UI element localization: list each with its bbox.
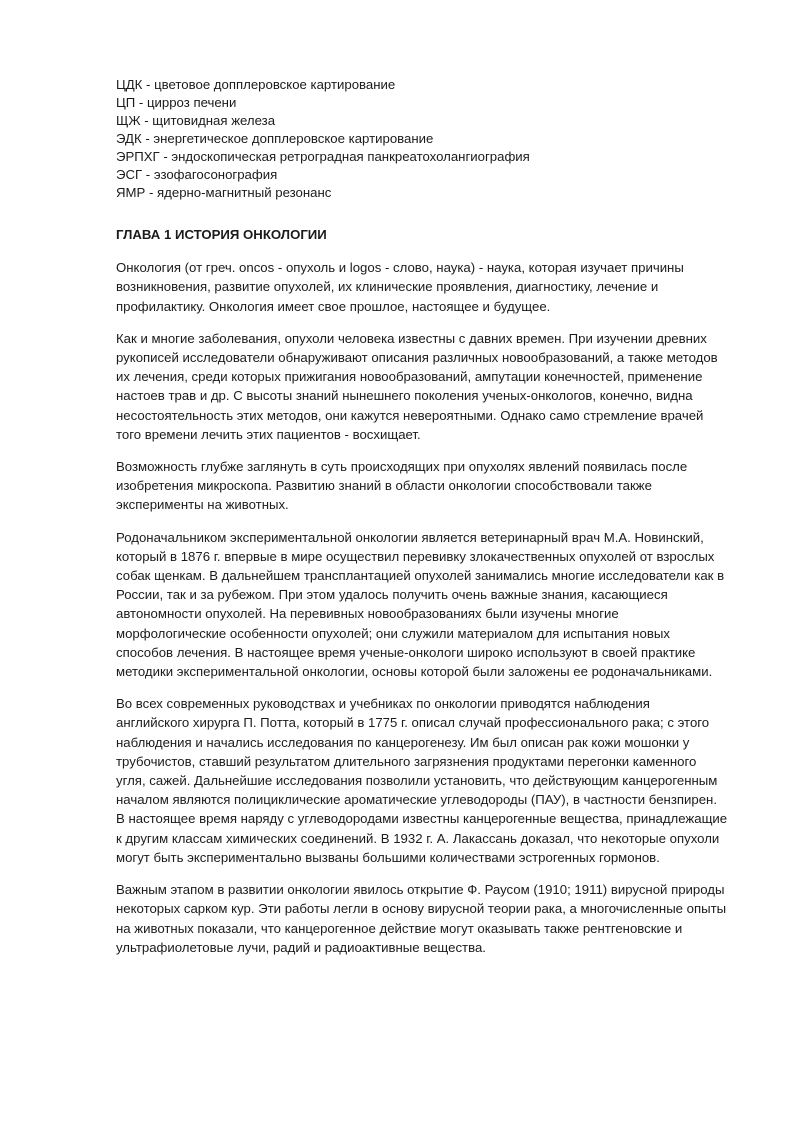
text-line: английского хирурга П. Потта, который в 1775 г. описал случай профессионального рака; с этого (116, 715, 710, 731)
text-line: В настоящее время наряду с углеводородами известны канцерогенные вещества, принадлежащие (116, 811, 728, 827)
text-line: угля, сажей. Дальнейшие исследования позволили установить, что действующим канцерогенным (116, 773, 718, 789)
paragraph-carcinogenesis (116, 694, 740, 867)
text-line: Родоначальником экспериментальной онкологии является ветеринарный врач М.А. Новинский, (116, 529, 704, 545)
text-line: к другим классам химических соединений. В 1932 г. А. Лакассань доказал, что некоторые опухоли (116, 830, 720, 846)
chapter-title: ГЛАВА 1 ИСТОРИЯ ОНКОЛОГИИ (116, 227, 327, 242)
text-line: наблюдения и начались исследования по канцерогенезу. Им был описан рак кожи мошонки у (116, 734, 690, 750)
text-line: возникновения, развитие опухолей, их клинические проявления, диагностику, лечение и (116, 279, 659, 295)
text-line: рукописей исследователи обнаруживают описания различных новообразований, а также методов (116, 350, 718, 366)
text-line: несостоятельность этих методов, они кажутся невероятными. Однако само стремление врачей (116, 407, 704, 423)
text-line: эксперименты на животных. (116, 497, 289, 513)
text-line: настоев трав и др. С высоты знаний нынешнего поколения ученых-онкологов, конечно, видна (116, 388, 693, 404)
text-line: их лечения, среди которых прижигания новообразований, ампутации конечностей, применение (116, 369, 703, 385)
text-line: того времени лечить этих пациентов - восхищает. (116, 426, 421, 442)
text-line: который в 1876 г. впервые в мире осуществил перевивку злокачественных опухолей от взрослых (116, 548, 715, 564)
text-line: методики экспериментальной онкологии, основы которой были заложены ее родоначальниками. (116, 664, 713, 680)
text-line: способов лечения. В настоящее время ученые-онкологи широко используют в своей практике (116, 644, 696, 660)
text-line: трубочистов, ставший результатом длительного загрязнения продуктами перегонки каменного (116, 753, 697, 769)
text-line: Как и многие заболевания, опухоли человека известны с давних времен. При изучении древних (116, 330, 707, 346)
text-line: Возможность глубже заглянуть в суть происходящих при опухолях явлений появилась после (116, 459, 688, 475)
abbreviation-item: ЭРПХГ - эндоскопическая ретроградная панкреатохолангиография (116, 149, 530, 164)
abbreviation-item: ЩЖ - щитовидная железа (116, 113, 276, 128)
text-line: Во всех современных руководствах и учебниках по онкологии приводятся наблюдения (116, 696, 650, 712)
paragraph-viral-theory (116, 880, 740, 957)
text-line: могут быть экспериментально вызваны большими количествами эстрогенных гормонов. (116, 849, 660, 865)
abbreviation-item: ЭДК - энергетическое допплеровское картирование (116, 131, 434, 146)
text-line: России, так и за рубежом. При этом удалось получить очень важные знания, касающиеся (116, 587, 668, 603)
abbreviation-item: ЦП - цирроз печени (116, 95, 237, 110)
paragraph-microscope (116, 457, 740, 515)
text-line: началом являются полициклические ароматические углеводороды (ПАУ), в частности бензпирен. (116, 792, 717, 808)
text-line: Онкология (от греч. oncos - опухоль и logos - слово, наука) - наука, которая изучает причины (116, 260, 684, 276)
text-line: некоторых сарком кур. Эти работы легли в основу вирусной теории рака, а многочисленные опыты (116, 901, 727, 917)
paragraph-intro (116, 258, 740, 316)
abbreviation-item: ЦДК - цветовое допплеровское картирование (116, 77, 396, 92)
text-line: Важным этапом в развитии онкологии явилось открытие Ф. Раусом (1910; 1911) вирусной природы (116, 882, 725, 898)
text-line: морфологические особенности опухолей; они служили материалом для испытания новых (116, 625, 670, 641)
abbreviation-item: ЭСГ - эзофагосонография (116, 167, 278, 182)
text-line: ультрафиолетовые лучи, радий и радиоактивные вещества. (116, 939, 486, 955)
text-line: автономности опухолей. На перевивных новообразованиях были изучены многие (116, 606, 619, 622)
paragraph-experimental-oncology (116, 528, 740, 682)
abbreviation-list (116, 76, 740, 202)
text-line: профилактику. Онкология имеет свое прошлое, настоящее и будущее. (116, 298, 551, 314)
text-line: собак щенкам. В дальнейшем трансплантацией опухолей занимались многие исследователи как в (116, 568, 725, 584)
abbreviation-item: ЯМР - ядерно-магнитный резонанс (116, 185, 332, 200)
text-line: изобретения микроскопа. Развитию знаний в области онкологии способствовали также (116, 478, 652, 494)
paragraph-ancient-history (116, 329, 740, 444)
text-line: на животных показали, что канцерогенное действие могут оказывать также рентгеновские и (116, 920, 683, 936)
